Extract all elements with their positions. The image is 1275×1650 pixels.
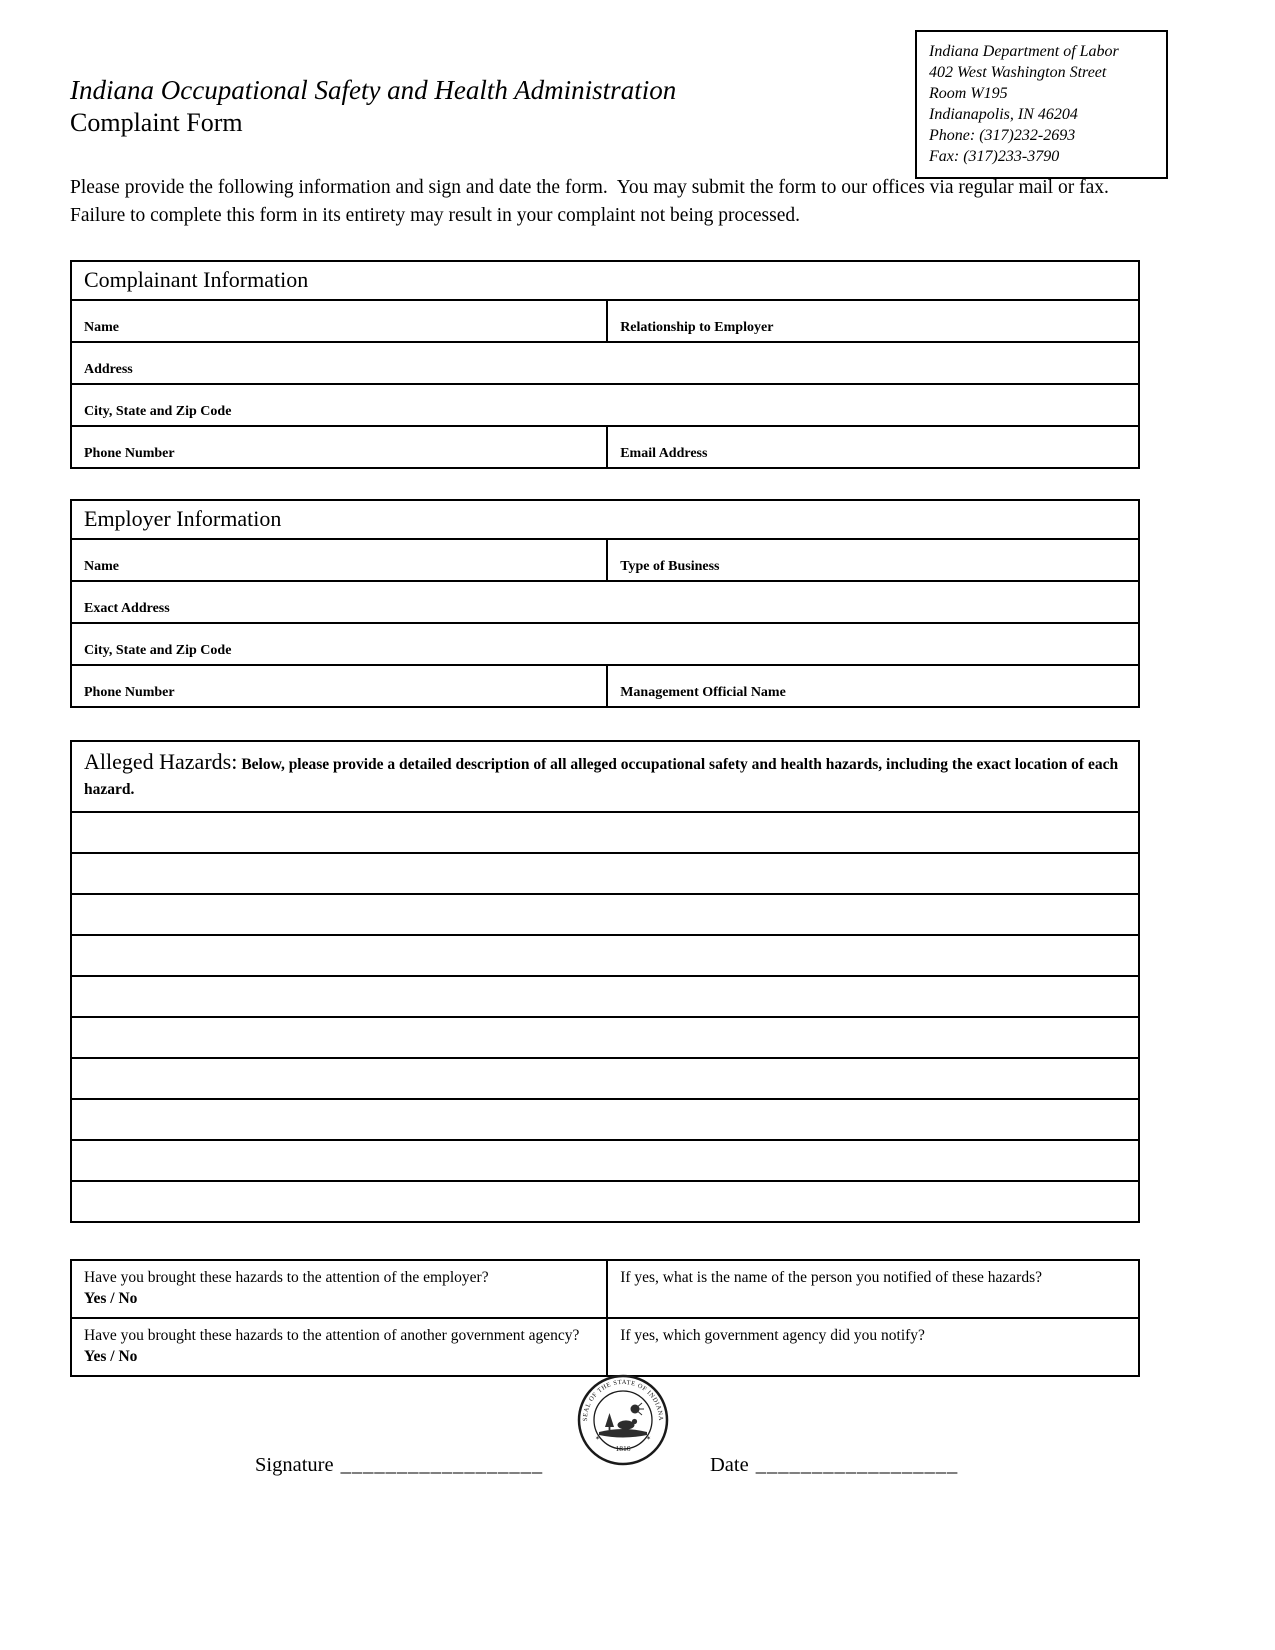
field-label-phone: Phone Number (84, 446, 175, 461)
question-text-agency: Have you brought these hazards to the attention of another government agency? (84, 1327, 580, 1344)
seal-year-text: 1816 (615, 1444, 631, 1453)
table-row (72, 622, 1138, 664)
table-row (72, 425, 1138, 467)
complainant-address-field[interactable] (72, 343, 1138, 383)
hazard-blank-row[interactable] (72, 852, 1138, 893)
table-row (72, 664, 1138, 706)
complainant-info-section (70, 260, 1140, 469)
hazards-header (72, 742, 1138, 811)
yes-no-answer-agency[interactable]: Yes / No (84, 1348, 138, 1365)
intro-paragraph: Please provide the following information and sign and date the form. You may submit the form to our offices via regular mail or fax. Failure to complete this form in its entirety may result in your complaint not being processed. (70, 177, 1119, 226)
question-agency-notified-cell (72, 1319, 608, 1375)
indiana-state-seal-graphic (577, 1374, 669, 1466)
hazards-instructions: Below, please provide a detailed description of all alleged occupational safety and health hazards, including the exact location of each hazard. (84, 756, 1119, 798)
complainant-city-state-zip-field[interactable] (72, 385, 1138, 425)
field-label-employer-name: Name (84, 559, 119, 574)
date-label: Date (710, 1454, 749, 1476)
svg-text:✶: ✶ (646, 1436, 652, 1442)
field-label-email: Email Address (620, 446, 708, 461)
hazard-blank-row[interactable] (72, 1057, 1138, 1098)
date-blank-line[interactable]: __________________ (755, 1454, 959, 1476)
agency-name: Indiana Department of Labor (929, 43, 1119, 60)
hazard-blank-row[interactable] (72, 934, 1138, 975)
person-notified-name-field[interactable] (608, 1261, 1138, 1317)
table-row (72, 1261, 1138, 1317)
table-row (72, 538, 1138, 580)
date-area (710, 1454, 958, 1477)
table-row (72, 299, 1138, 341)
yes-no-answer-employer[interactable]: Yes / No (84, 1290, 138, 1307)
alleged-hazards-section (70, 740, 1140, 1223)
question-employer-notified-cell (72, 1261, 608, 1317)
signature-blank-line[interactable]: __________________ (340, 1454, 544, 1476)
agency-city: Indianapolis, IN 46204 (929, 106, 1078, 123)
complainant-email-field[interactable] (608, 427, 1138, 467)
page-title: Indiana Occupational Safety and Health Administration (70, 75, 677, 105)
agency-phone: Phone: (317)232-2693 (929, 127, 1076, 144)
field-label-name: Name (84, 320, 119, 335)
hazard-blank-row[interactable] (72, 1180, 1138, 1221)
section-title-hazards: Alleged Hazards: (84, 749, 238, 774)
field-label-management-official: Management Official Name (620, 685, 786, 700)
signature-label: Signature (255, 1454, 334, 1476)
hazard-blank-row[interactable] (72, 893, 1138, 934)
table-row (72, 580, 1138, 622)
table-row (72, 341, 1138, 383)
hazard-lines (72, 811, 1138, 1221)
employer-phone-field[interactable] (72, 666, 608, 706)
agency-street: 402 West Washington Street (929, 64, 1107, 81)
question-text-employer: Have you brought these hazards to the attention of the employer? (84, 1269, 489, 1286)
followup-text-agency-name: If yes, which government agency did you notify? (620, 1327, 925, 1344)
field-label-city-state-zip: City, State and Zip Code (84, 404, 232, 419)
employer-exact-address-field[interactable] (72, 582, 1138, 622)
field-label-employer-phone: Phone Number (84, 685, 175, 700)
followup-text-person-name: If yes, what is the name of the person you notified of these hazards? (620, 1269, 1042, 1286)
hazard-blank-row[interactable] (72, 1098, 1138, 1139)
hazard-blank-row[interactable] (72, 1016, 1138, 1057)
complainant-relationship-field[interactable] (608, 301, 1138, 341)
complainant-name-field[interactable] (72, 301, 608, 341)
hazard-blank-row[interactable] (72, 811, 1138, 852)
hazard-blank-row[interactable] (72, 1139, 1138, 1180)
government-agency-name-field[interactable] (608, 1319, 1138, 1375)
page-subtitle: Complaint Form (70, 108, 243, 137)
indiana-state-seal (577, 1374, 669, 1466)
employer-info-section (70, 499, 1140, 708)
employer-name-field[interactable] (72, 540, 608, 580)
form-title-block (70, 0, 1140, 139)
employer-management-official-field[interactable] (608, 666, 1138, 706)
table-row (72, 383, 1138, 425)
field-label-employer-city-state-zip: City, State and Zip Code (84, 643, 232, 658)
table-row (72, 1317, 1138, 1375)
seal-top-text: SEAL OF THE STATE OF INDIANA (581, 1378, 665, 1422)
svg-text:✶: ✶ (595, 1436, 601, 1442)
field-label-address: Address (84, 362, 133, 377)
agency-fax: Fax: (317)233-3790 (929, 148, 1060, 165)
notification-questions-section (70, 1259, 1140, 1377)
signature-area (255, 1454, 543, 1477)
section-title-complainant: Complainant Information (84, 267, 309, 292)
section-title-employer: Employer Information (84, 506, 282, 531)
field-label-relationship: Relationship to Employer (620, 320, 774, 335)
agency-room: Room W195 (929, 85, 1008, 102)
hazard-blank-row[interactable] (72, 975, 1138, 1016)
employer-city-state-zip-field[interactable] (72, 624, 1138, 664)
field-label-exact-address: Exact Address (84, 601, 170, 616)
field-label-type-of-business: Type of Business (620, 559, 720, 574)
complainant-phone-field[interactable] (72, 427, 608, 467)
employer-type-of-business-field[interactable] (608, 540, 1138, 580)
